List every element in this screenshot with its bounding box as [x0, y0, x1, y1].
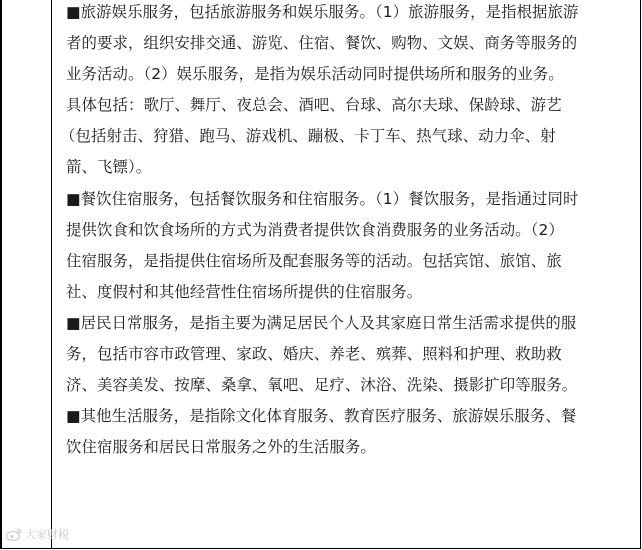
watermark-text: 大家财税 — [25, 528, 69, 541]
table-left-border — [0, 0, 2, 548]
text-line: 具体包括：歌厅、舞厅、夜总会、酒吧、台球、高尔夫球、保龄球、游艺 — [66, 96, 562, 115]
text-line: 济、美容美发、按摩、桑拿、氧吧、足疗、沐浴、洗染、摄影扩印等服务。 — [66, 376, 578, 395]
content-cell — [60, 0, 628, 463]
text-line: ■餐饮住宿服务，包括餐饮服务和住宿服务。（1）餐饮服务，是指通过同时 — [66, 189, 579, 208]
text-line: ■旅游娱乐服务，包括旅游服务和娱乐服务。（1）旅游服务，是指根据旅游 — [66, 3, 579, 21]
text-line: 箭、飞镖）。 — [66, 158, 152, 177]
text-line: 提供饮食和饮食场所的方式为消费者提供饮食消费服务的业务活动。（2） — [66, 220, 564, 239]
watermark — [6, 526, 69, 542]
text-line: 务，包括市容市政管理、家政、婚庆、养老、殡葬、照料和护理、救助救 — [66, 345, 562, 364]
text-line: 业务活动。（2）娱乐服务，是指为娱乐活动同时提供场所和服务的业务。 — [66, 65, 564, 84]
table-left-column — [0, 0, 52, 548]
text-line: ■居民日常服务，是指主要为满足居民个人及其家庭日常生活需求提供的服 — [66, 313, 577, 332]
text-line: 住宿服务，是指提供住宿场所及配套服务等的活动。包括宾馆、旅馆、旅 — [66, 251, 562, 270]
text-line: 者的要求，组织安排交通、游览、住宿、餐饮、购物、文娱、商务等服务的 — [66, 34, 578, 53]
text-line: ■其他生活服务，是指除文化体育服务、教育医疗服务、旅游娱乐服务、餐 — [66, 407, 577, 426]
text-line: （包括射击、狩猎、跑马、游戏机、蹦极、卡丁车、热气球、动力伞、射 — [60, 127, 556, 146]
text-line: 饮住宿服务和居民日常服务之外的生活服务。 — [66, 438, 376, 457]
text-line: 社、度假村和其他经营性住宿场所提供的住宿服务。 — [66, 282, 423, 301]
weibo-icon — [6, 528, 22, 541]
